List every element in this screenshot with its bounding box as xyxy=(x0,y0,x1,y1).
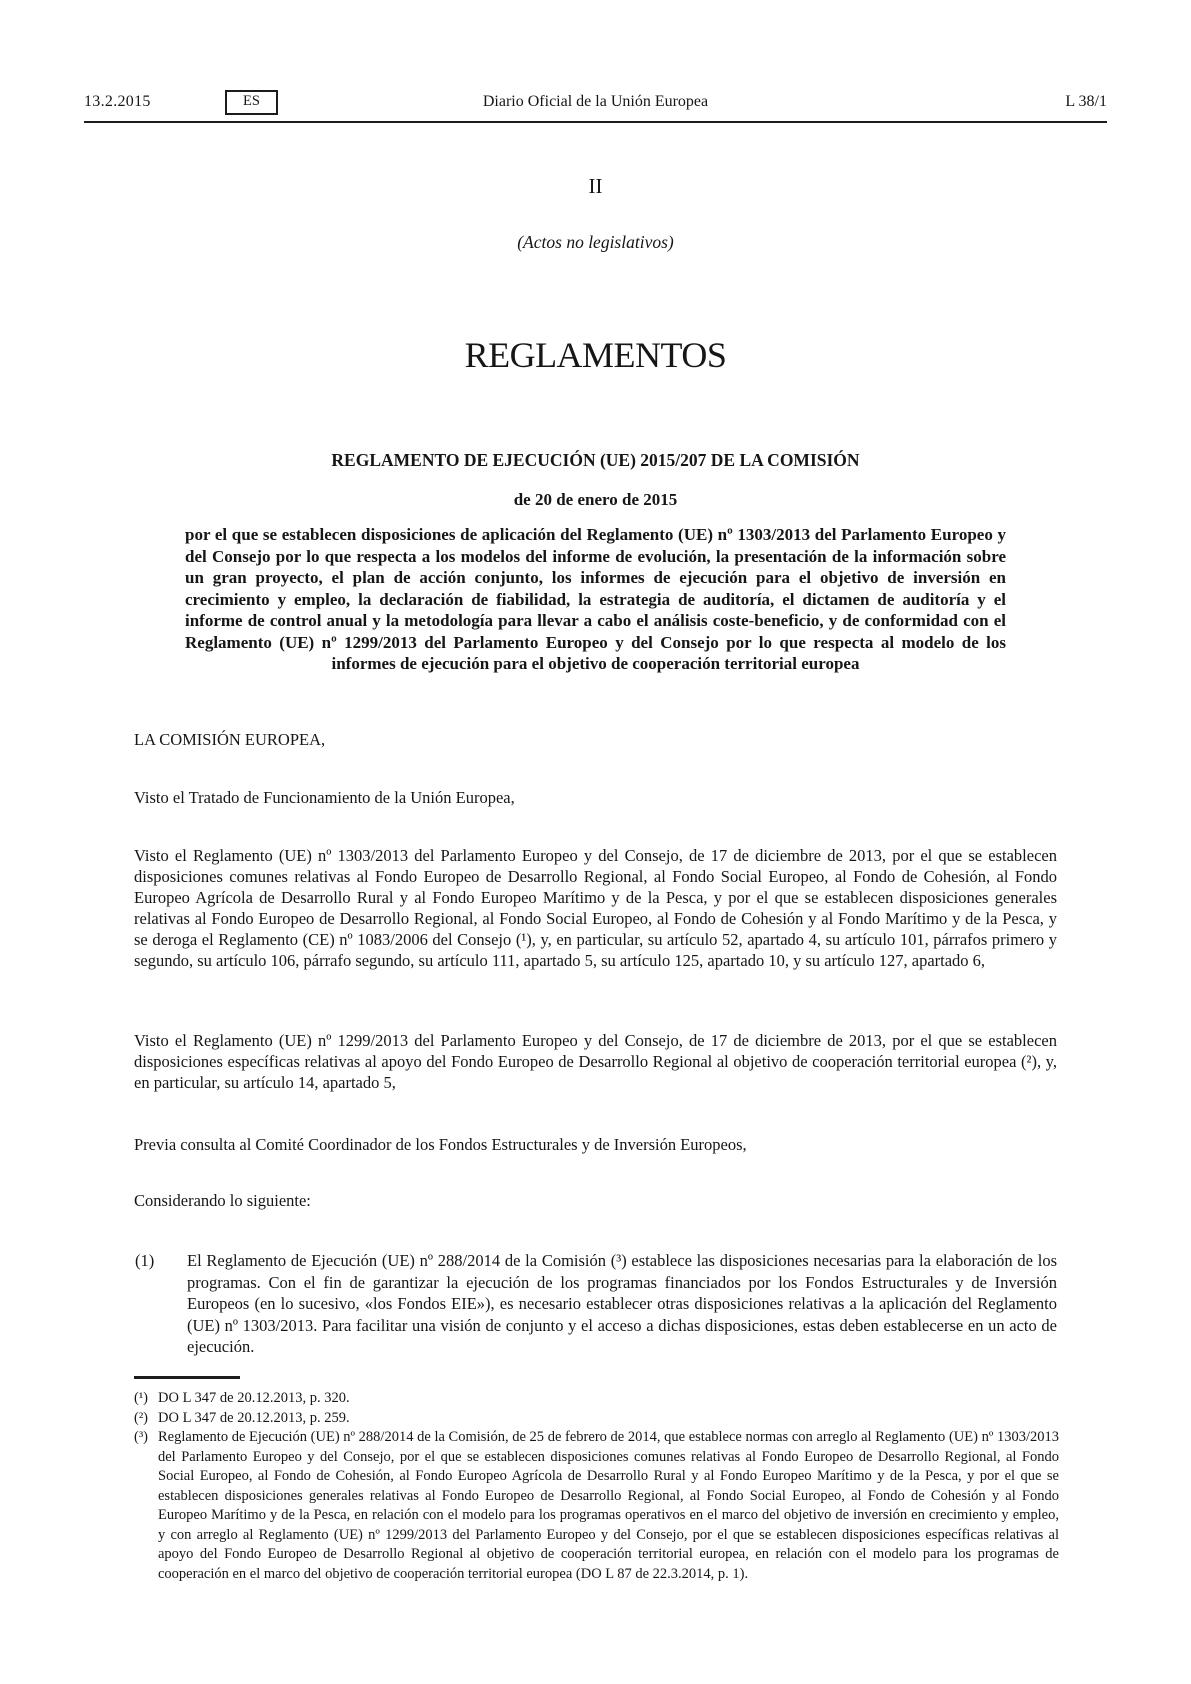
section-subtitle: (Actos no legislativos) xyxy=(517,232,674,252)
footnote-3-text: Reglamento de Ejecución (UE) nº 288/2014 de la Comisión, de 25 de febrero de 2014, que establece normas con arreglo al Reglamento (UE) nº 1303/2013 del Parlamento Europeo y del Consejo, por el que se establecen disposiciones comunes relativas al Fondo Europeo de Desarrollo Regional, al Fondo Social Europeo, al Fondo de Cohesión, al Fondo Europeo Agrícola de Desarrollo Rural y al Fondo Europeo Marítimo y de la Pesca, y por el que se establecen disposiciones generales relativas al Fondo Europeo de Desarrollo Regional, al Fondo Social Europeo, al Fondo de Cohesión y al Fondo Europeo Marítimo y de la Pesca, en relación con el modelo para los programas operativos en el marco del objetivo de inversión en crecimiento y empleo, y con arreglo al Reglamento (UE) nº 1299/2013 del Parlamento Europeo y del Consejo, por el que se establecen disposiciones específicas relativas al apoyo del Fondo Europeo de Desarrollo Regional al objetivo de cooperación territorial europea, en relación con el modelo para los programas de cooperación en el marco del objetivo de cooperación territorial europea (DO L 87 de 22.3.2014, p. 1). xyxy=(158,1429,1059,1582)
citation-regulation-1303: Visto el Reglamento (UE) nº 1303/2013 del Parlamento Europeo y del Consejo, de 17 de diciembre de 2013, por el que se establecen disposiciones comunes relativas al Fondo Europeo de Desarrollo Regional, al Fondo Social Europeo, al Fondo de Cohesión, al Fondo Europeo Agrícola de Desarrollo Rural y al Fondo Europeo Marítimo y de la Pesca, y por el que se establecen disposiciones generales relativas al Fondo Europeo de Desarrollo Regional, al Fondo Social Europeo, al Fondo de Cohesión y al Fondo Marítimo y de la Pesca, y se deroga el Reglamento (CE) nº 1083/2006 del Consejo (¹), y, en particular, su artículo 52, apartado 4, su artículo 101, párrafos primero y segundo, su artículo 106, párrafo segundo, su artículo 111, apartado 5, su artículo 125, apartado 10, y su artículo 127, apartado 6, xyxy=(134,846,1057,970)
commission-line: LA COMISIÓN EUROPEA, xyxy=(134,730,326,749)
header-rule xyxy=(84,121,1107,123)
footnote-1 xyxy=(134,1389,1059,1409)
regulation-subject: por el que se establecen disposiciones de aplicación del Reglamento (UE) nº 1303/2013 del Parlamento Europeo y del Consejo por lo que respecta a los modelos del informe de evolución, la presentación de la información sobre un gran proyecto, el plan de acción conjunto, los informes de ejecución para el objetivo de inversión en crecimiento y empleo, la declaración de fiabilidad, la estrategia de auditoría, el dictamen de auditoría y el informe de control anual y la metodología para llevar a cabo el análisis coste-beneficio, y de conformidad con el Reglamento (UE) nº 1299/2013 del Parlamento Europeo y del Consejo por lo que respecta al modelo de los informes de ejecución para el objetivo de cooperación territorial europea xyxy=(185,525,1006,673)
regulation-date-line: de 20 de enero de 2015 xyxy=(513,490,678,509)
regulation-title: REGLAMENTO DE EJECUCIÓN (UE) 2015/207 DE LA COMISIÓN xyxy=(331,450,860,470)
footnote-2-marker: (²) xyxy=(134,1409,149,1426)
footnotes xyxy=(134,1389,1059,1584)
page-header xyxy=(84,90,1107,118)
footnote-2-text: DO L 347 de 20.12.2013, p. 259. xyxy=(158,1409,350,1426)
footnote-1-text: DO L 347 de 20.12.2013, p. 320. xyxy=(158,1390,350,1406)
citation-treaty: Visto el Tratado de Funcionamiento de la Unión Europea, xyxy=(134,788,515,807)
recital-1-text: El Reglamento de Ejecución (UE) nº 288/2014 de la Comisión (³) establece las disposiciones necesarias para la elaboración de los programas. Con el fin de garantizar la ejecución de los programas financiados por los Fondos Estructurales y de Inversión Europeos (en lo sucesivo, «los Fondos EIE»), es necesario establecer otras disposiciones relativas a la aplicación del Reglamento (UE) nº 1303/2013. Para facilitar una visión de conjunto y el acceso a dichas disposiciones, estas deben establecerse en un acto de ejecución. xyxy=(187,1251,1057,1356)
header-date: 13.2.2015 xyxy=(84,93,151,110)
recital-1 xyxy=(134,1250,1057,1358)
footnote-separator-rule xyxy=(134,1376,240,1379)
citation-regulation-1299: Visto el Reglamento (UE) nº 1299/2013 del Parlamento Europeo y del Consejo, de 17 de diciembre de 2013, por el que se establecen disposiciones específicas relativas al apoyo del Fondo Europeo de Desarrollo Regional al objetivo de cooperación territorial europea (²), y, en particular, su artículo 14, apartado 5, xyxy=(134,1031,1057,1092)
footnote-2 xyxy=(134,1409,1059,1429)
recitals-intro: Considerando lo siguiente: xyxy=(134,1191,311,1210)
footnote-3 xyxy=(134,1428,1059,1584)
citation-consultation: Previa consulta al Comité Coordinador de los Fondos Estructurales y de Inversión Europeos, xyxy=(134,1135,747,1154)
footnote-3-marker: (³) xyxy=(134,1429,149,1445)
recital-1-number: (1) xyxy=(135,1251,155,1270)
journal-title: Diario Oficial de la Unión Europea xyxy=(482,93,709,110)
language-badge: ES xyxy=(225,90,278,115)
section-heading: REGLAMENTOS xyxy=(464,335,727,375)
footnote-1-marker: (¹) xyxy=(134,1390,149,1406)
page-number: L 38/1 xyxy=(1065,93,1107,110)
section-numeral: II xyxy=(588,174,603,198)
